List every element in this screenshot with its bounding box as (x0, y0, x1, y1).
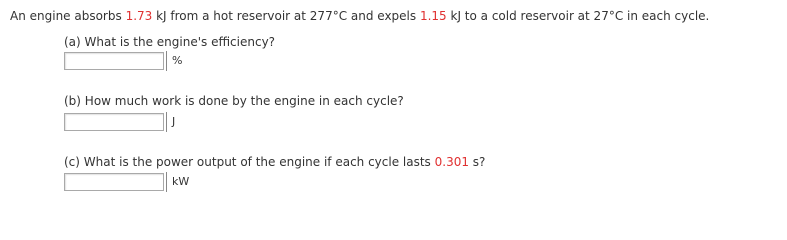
unit-label-b: J (166, 112, 196, 132)
answer-row-a (64, 51, 196, 71)
problem-statement (10, 6, 709, 26)
heat-absorbed-value: 1.73 (125, 9, 153, 23)
work-input[interactable] (64, 113, 164, 131)
answer-row-c (64, 172, 196, 192)
problem-text-2: kJ from a hot reservoir at 277°C and expels (152, 9, 420, 23)
question-a: (a) What is the engine's efficiency? (64, 35, 276, 49)
efficiency-input[interactable] (64, 52, 164, 70)
heat-expelled-value: 1.15 (419, 9, 447, 23)
power-input[interactable] (64, 173, 164, 191)
question-c-text-1: (c) What is the power output of the engine if each cycle lasts (64, 155, 435, 169)
unit-label-c: kW (166, 172, 196, 192)
problem-text-3: kJ to a cold reservoir at 27°C in each cycle. (446, 9, 710, 23)
cycle-time-value: 0.301 (434, 155, 469, 169)
answer-row-b (64, 112, 196, 132)
question-c (64, 153, 485, 171)
problem-text-1: An engine absorbs (10, 9, 126, 23)
unit-label-a: % (166, 51, 196, 71)
question-c-text-2: s? (468, 155, 486, 169)
question-b: (b) How much work is done by the engine in each cycle? (64, 94, 404, 108)
